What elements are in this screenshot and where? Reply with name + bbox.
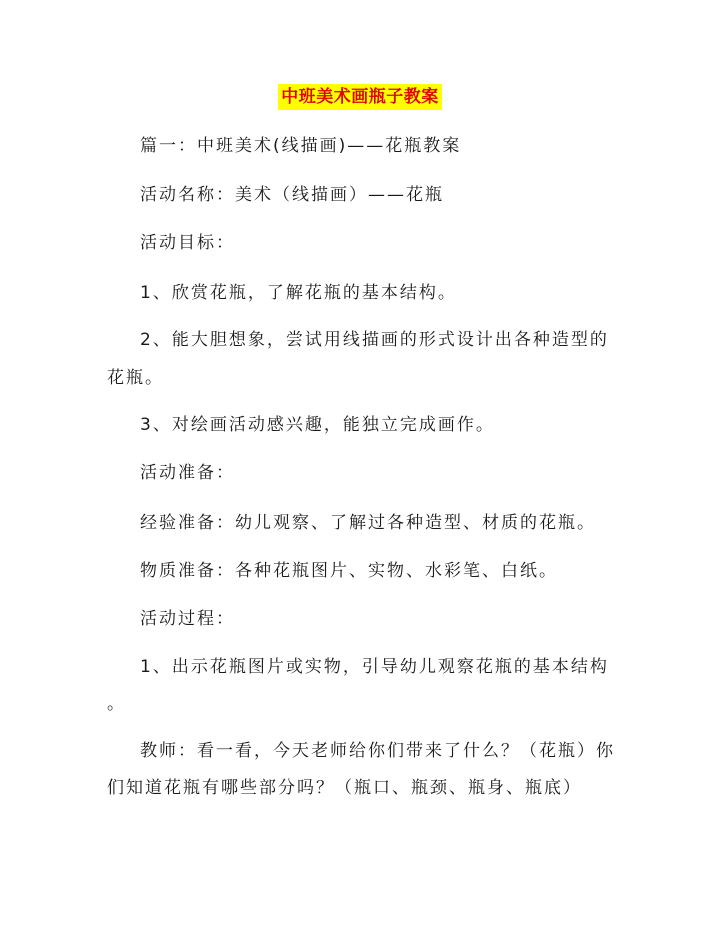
process-heading: 活动过程： xyxy=(140,609,235,629)
teacher-dialogue-line-2: 们知道花瓶有哪些部分吗？（瓶口、瓶颈、瓶身、瓶底） xyxy=(107,778,582,798)
title-wrapper xyxy=(0,84,720,110)
material-preparation: 物质准备：各种花瓶图片、实物、水彩笔、白纸。 xyxy=(140,561,558,581)
preparation-heading: 活动准备： xyxy=(140,463,235,483)
goal-2-line-2: 花瓶。 xyxy=(107,368,164,388)
goal-1: 1、欣赏花瓶，了解花瓶的基本结构。 xyxy=(140,283,457,303)
process-step-1-line-1: 1、出示花瓶图片或实物，引导幼儿观察花瓶的基本结构 xyxy=(140,657,609,677)
goal-2-line-1: 2、能大胆想象，尝试用线描画的形式设计出各种造型的 xyxy=(140,330,609,350)
section-heading: 篇一：中班美术(线描画)——花瓶教案 xyxy=(140,136,462,156)
document-title: 中班美术画瓶子教案 xyxy=(278,84,442,110)
activity-name: 活动名称：美术（线描画）——花瓶 xyxy=(140,185,444,205)
teacher-dialogue-line-1: 教师：看一看，今天老师给你们带来了什么？（花瓶）你 xyxy=(140,741,615,761)
process-step-1-line-2: 。 xyxy=(107,694,126,714)
activity-goals-heading: 活动目标： xyxy=(140,233,235,253)
goal-3: 3、对绘画活动感兴趣，能独立完成画作。 xyxy=(140,415,495,435)
experience-preparation: 经验准备：幼儿观察、了解过各种造型、材质的花瓶。 xyxy=(140,513,596,533)
